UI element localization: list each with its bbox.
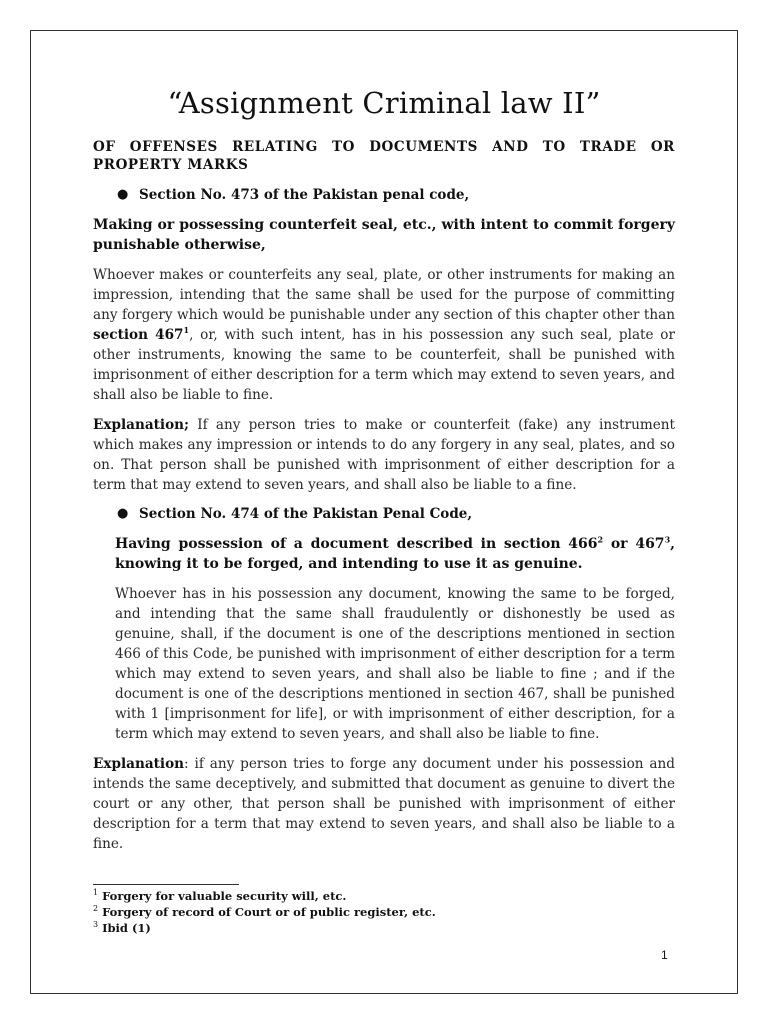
chapter-heading: OF OFFENSES RELATING TO DOCUMENTS AND TO TRADE OR PROPERTY MARKS — [93, 139, 675, 173]
section-474-explanation: Explanation: if any person tries to forge any document under his possession and intends the same deceptively, and submitted that document as genuine to divert the court or any other, that person shall be punished with imprisonment of either description for a term that may extend to seven years, and shall also be liable to a fine. — [93, 756, 675, 852]
footnote-2: $^2$ Forgery of record of Court or of public register, etc. — [93, 904, 436, 919]
section-473-title: Section No. 473 of the Pakistan penal code, — [139, 187, 470, 203]
footnote-marker-2[interactable]: 2 — [597, 534, 604, 545]
footnote-3: $^3$ Ibid (1) — [93, 920, 151, 935]
explanation-label: Explanation — [93, 756, 185, 772]
footnote-marker-3[interactable]: 3 — [664, 534, 671, 545]
section-473-bullet — [93, 186, 675, 204]
document-title: “Assignment Criminal law II” — [167, 86, 601, 120]
document-body — [93, 86, 675, 864]
section-474-text: Whoever has in his possession any document, knowing the same to be forged, and intending that the same shall fraudulently or dishonestly be used as genuine, shall, if the document is one of the descriptions mentioned in section 466 of this Code, be punished with imprisonment of either description for a term which may extend to seven years, and shall also be liable to fine ; and if the document is one of the descriptions mentioned in section 467, shall be punished with 1 [imprisonment for life], or with imprisonment of either description, for a term which may extend to seven years, and shall also be liable to fine. — [115, 586, 675, 742]
section-474-heading: Having possession of a document described in section $466^2$ or $467^3$, knowing it to be forged, and intending to use it as genuine. — [115, 534, 676, 572]
footnotes — [93, 888, 653, 936]
page-number: 1 — [661, 948, 668, 962]
section-467-reference: section 467 — [93, 327, 184, 343]
bullet-dot-icon: ● — [117, 506, 129, 521]
footnote-marker-1[interactable]: 1 — [183, 325, 190, 336]
footnote-1: $^1$ Forgery for valuable security will, etc. — [93, 888, 347, 903]
section-473-text: Whoever makes or counterfeits any seal, plate, or other instruments for making an impression, intending that the same shall be used for the purpose of committing any forgery which would be punishable under any section of this chapter other than section $467^1$, or, with such intent, has in his possession any such seal, plate or other instruments, knowing the same to be counterfeit, shall be punished with imprisonment of either description for a term which may extend to seven years, and shall also be liable to fine. — [93, 267, 675, 403]
footnote-separator — [93, 884, 239, 885]
section-474-title: Section No. 474 of the Pakistan Penal Code, — [139, 506, 473, 522]
explanation-label: Explanation; — [93, 417, 190, 433]
bullet-dot-icon: ● — [117, 187, 129, 202]
section-474-bullet — [93, 505, 675, 523]
section-473-explanation: Explanation; If any person tries to make or counterfeit (fake) any instrument which makes any impression or intends to do any forgery in any seal, plates, and so on. That person shall be punished with imprisonment of either description for a term that may extend to seven years, and shall also be liable to a fine. — [93, 417, 675, 493]
section-473-heading: Making or possessing counterfeit seal, etc., with intent to commit forgery punishable otherwise, — [93, 217, 675, 253]
